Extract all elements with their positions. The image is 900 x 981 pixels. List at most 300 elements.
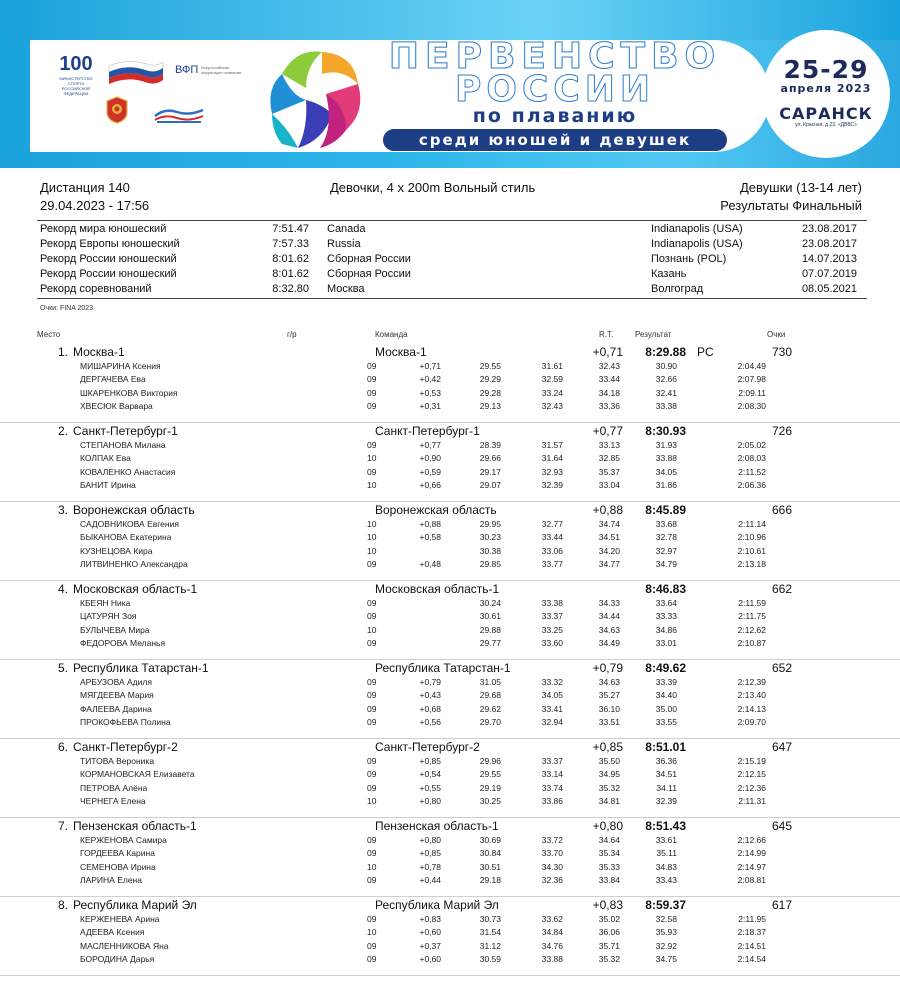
split-200: 31.93 [655, 440, 677, 450]
swimmer-row [0, 518, 900, 531]
split-100: 33.60 [541, 638, 563, 649]
split-100: 33.14 [541, 769, 563, 780]
col-points: Очки [767, 330, 786, 339]
swimmer-row [0, 400, 900, 413]
split-100: 32.43 [541, 401, 563, 412]
swimmer-name: ЦАТУРЯН Зоя [80, 611, 137, 622]
split-150: 34.18 [598, 387, 620, 398]
swimmer-row [0, 703, 900, 716]
swimmer-total: 2:18.37 [737, 927, 766, 938]
record-holder: Москва [327, 283, 365, 295]
swirl-emblem-icon [262, 44, 372, 156]
split-200: 30.90 [655, 361, 677, 371]
split-150: 34.51 [598, 532, 620, 543]
team-club: Пензенская область-1 [375, 819, 499, 833]
team-block [0, 818, 900, 897]
team-club: Республика Марий Эл [375, 898, 499, 912]
record-name: Рекорд мира юношеский [40, 223, 167, 235]
mordovia-emblem-icon [105, 96, 129, 124]
team-result: 8:29.88 [645, 345, 686, 359]
swimmer-birth-year: 09 [367, 756, 377, 766]
team-block [0, 423, 900, 502]
split-100: 32.36 [541, 875, 563, 886]
split-100: 33.70 [541, 848, 563, 859]
swimmer-row [0, 861, 900, 874]
team-points: 666 [771, 503, 792, 517]
swimmer-name: ПРОКОФЬЕВА Полина [80, 717, 171, 728]
team-row [0, 818, 900, 834]
event-datetime: 29.04.2023 - 17:56 [40, 198, 150, 213]
split-50: 29.68 [479, 690, 501, 701]
swimmer-reaction-time: +0,44 [419, 875, 441, 886]
swimmer-total: 2:11.31 [738, 796, 766, 807]
split-100: 31.57 [541, 440, 563, 450]
swimmer-birth-year: 09 [367, 559, 377, 570]
split-200: 32.39 [655, 796, 677, 807]
title-juniors: среди юношей и девушек [383, 129, 727, 151]
team-reaction-time: +0,85 [592, 740, 623, 754]
swimmer-total: 2:12.36 [737, 782, 766, 793]
swimmer-name: БУЛЫЧЕВА Мира [80, 624, 150, 635]
split-150: 35.71 [598, 940, 620, 951]
split-150: 34.63 [598, 624, 620, 635]
swimmer-birth-year: 09 [367, 440, 377, 450]
split-200: 34.75 [655, 954, 677, 965]
swimmer-birth-year: 09 [367, 954, 377, 965]
team-points: 662 [771, 582, 792, 596]
swimmer-name: ЛИТВИНЕНКО Александра [80, 559, 188, 570]
vfp-logo [175, 64, 251, 76]
team-place: 1. [57, 345, 68, 359]
team-place: 7. [57, 819, 68, 833]
split-50: 30.24 [479, 598, 501, 608]
swimmer-row [0, 373, 900, 386]
team-club: Республика Татарстан-1 [375, 661, 511, 675]
swimmer-total: 2:13.18 [737, 559, 766, 570]
swimmer-row [0, 452, 900, 465]
title-swimming: по плаванию [472, 105, 638, 127]
swimmer-name: МИШАРИНА Ксения [80, 361, 161, 371]
split-100: 33.72 [541, 835, 563, 845]
split-150: 36.10 [598, 703, 620, 714]
swimmer-row [0, 558, 900, 571]
swimmer-reaction-time: +0,68 [419, 703, 441, 714]
split-150: 34.63 [598, 677, 620, 687]
event-days: 25-29 [783, 55, 869, 84]
event-month: апреля 2023 [780, 82, 872, 95]
record-place: Indianapolis (USA) [651, 223, 743, 235]
split-150: 34.74 [598, 519, 620, 529]
split-200: 31.86 [655, 480, 677, 491]
split-200: 32.66 [655, 374, 677, 385]
team-row [0, 739, 900, 755]
banner-top-strip [0, 0, 900, 40]
swimmer-reaction-time: +0,60 [419, 954, 441, 965]
swimmer-birth-year: 09 [367, 782, 377, 793]
team-reaction-time: +0,88 [592, 503, 623, 517]
team-result: 8:49.62 [645, 661, 686, 675]
split-50: 30.38 [479, 545, 501, 556]
split-150: 32.43 [598, 361, 620, 371]
record-name: Рекорд России юношеский [40, 253, 177, 265]
col-team: Команда [375, 330, 408, 339]
team-reaction-time: +0,71 [592, 345, 623, 359]
swimmer-name: БОРОДИНА Дарья [80, 954, 155, 965]
swimmer-reaction-time: +0,37 [419, 940, 441, 951]
swimmer-total: 2:11.52 [738, 466, 766, 477]
split-50: 29.18 [479, 875, 501, 886]
swimmer-name: КОВАЛЕНКО Анастасия [80, 466, 176, 477]
split-50: 30.25 [479, 796, 501, 807]
split-150: 35.50 [598, 756, 620, 766]
team-result: 8:51.43 [645, 819, 686, 833]
split-100: 31.61 [541, 361, 563, 371]
split-200: 33.01 [655, 638, 677, 649]
record-row [37, 222, 867, 237]
team-result: 8:30.93 [645, 424, 686, 438]
record-date: 14.07.2013 [801, 253, 857, 265]
event-name: Девочки, 4 x 200m Вольный стиль [330, 180, 536, 195]
record-time: 8:01.62 [272, 268, 309, 280]
swimmer-row [0, 768, 900, 781]
swimmer-reaction-time: +0,59 [419, 466, 441, 477]
swimmer-name: ЛАРИНА Елена [80, 875, 142, 886]
swimmer-total: 2:10.96 [737, 532, 766, 543]
split-200: 33.33 [655, 611, 677, 622]
team-result: 8:45.89 [645, 503, 686, 517]
split-150: 35.02 [598, 914, 620, 924]
swimmer-reaction-time: +0,31 [419, 401, 441, 412]
swimmer-name: ПЕТРОВА Алёна [80, 782, 148, 793]
swimmer-row [0, 479, 900, 492]
split-150: 34.95 [598, 769, 620, 780]
split-50: 30.84 [479, 848, 501, 859]
swimmer-total: 2:14.51 [737, 940, 766, 951]
swimmer-reaction-time: +0,42 [419, 374, 441, 385]
swimmer-birth-year: 10 [367, 545, 377, 556]
team-name: Санкт-Петербург-2 [73, 740, 178, 754]
split-100: 33.25 [541, 624, 563, 635]
swimmer-birth-year: 09 [367, 703, 377, 714]
split-150: 34.81 [598, 796, 620, 807]
split-150: 35.27 [598, 690, 620, 701]
split-150: 34.49 [598, 638, 620, 649]
team-record-mark: PC [697, 345, 714, 359]
swimmer-name: ШКАРЕНКОВА Виктория [80, 387, 178, 398]
split-200: 35.00 [655, 703, 677, 714]
split-200: 33.68 [655, 519, 677, 529]
record-time: 7:57.33 [272, 238, 309, 250]
swimmer-row [0, 834, 900, 847]
swimmer-name: ДЕРГАЧЕВА Ева [80, 374, 146, 385]
swimmer-total: 2:07.98 [737, 374, 766, 385]
split-150: 34.77 [598, 559, 620, 570]
split-50: 29.66 [479, 453, 501, 464]
team-row [0, 581, 900, 597]
split-50: 29.13 [479, 401, 501, 412]
team-name: Москва-1 [73, 345, 125, 359]
swimmer-name: ФЕДОРОВА Меланья [80, 638, 166, 649]
swimmer-row [0, 610, 900, 623]
split-150: 35.33 [598, 861, 620, 872]
swimmer-name: ГОРДЕЕВА Карина [80, 848, 155, 859]
split-50: 29.55 [479, 361, 501, 371]
event-address: ул. Красная, д.23, «ДВВС» [795, 122, 857, 128]
swimmer-reaction-time: +0,56 [419, 717, 441, 728]
split-200: 34.11 [656, 782, 677, 793]
swimmer-birth-year: 10 [367, 861, 377, 872]
swimming-federation-logo-icon [151, 104, 207, 126]
swimmer-name: СЕМЕНОВА Ирина [80, 861, 156, 872]
header-banner [0, 0, 900, 168]
split-100: 34.30 [541, 861, 563, 872]
swimmer-total: 2:15.19 [737, 756, 766, 766]
event-distance: Дистанция 140 [40, 180, 130, 195]
flag-swoosh-icon [107, 58, 165, 84]
split-200: 32.78 [655, 532, 677, 543]
swimmer-total: 2:10.87 [737, 638, 766, 649]
swimmer-birth-year: 09 [367, 940, 377, 951]
swimmer-birth-year: 09 [367, 769, 377, 780]
record-holder: Сборная России [327, 268, 411, 280]
swimmer-total: 2:06.36 [737, 480, 766, 491]
record-date: 08.05.2021 [801, 283, 857, 295]
split-100: 33.32 [541, 677, 563, 687]
swimmer-reaction-time: +0,77 [419, 440, 441, 450]
title-russia: РОССИИ [454, 69, 656, 110]
record-place: Indianapolis (USA) [651, 238, 743, 250]
split-150: 35.37 [598, 466, 620, 477]
swimmer-reaction-time: +0,66 [419, 480, 441, 491]
team-name: Московская область-1 [73, 582, 198, 596]
swimmer-total: 2:14.13 [737, 703, 766, 714]
swimmer-name: МЯГДЕЕВА Мария [80, 690, 154, 701]
team-place: 4. [57, 582, 68, 596]
swimmer-birth-year: 10 [367, 519, 377, 529]
team-club: Санкт-Петербург-1 [375, 424, 480, 438]
split-200: 34.86 [655, 624, 677, 635]
swimmer-reaction-time: +0,58 [419, 532, 441, 543]
split-150: 32.85 [598, 453, 620, 464]
swimmer-birth-year: 09 [367, 914, 377, 924]
date-location-badge [762, 30, 890, 158]
split-200: 33.55 [655, 717, 677, 728]
swimmer-row [0, 913, 900, 926]
logo-100-number: 100 [59, 53, 93, 75]
swimmer-total: 2:09.70 [737, 717, 766, 728]
team-block [0, 739, 900, 818]
team-block [0, 897, 900, 976]
swimmer-total: 2:11.95 [738, 914, 766, 924]
team-points: 645 [771, 819, 792, 833]
team-block [0, 660, 900, 739]
swimmer-reaction-time: +0,85 [419, 848, 441, 859]
record-place: Волгоград [651, 283, 704, 295]
vfp-logo-caption: Всероссийская федерация плавания [201, 65, 242, 76]
swimmer-reaction-time: +0,80 [419, 796, 441, 807]
swimmer-reaction-time: +0,54 [419, 769, 441, 780]
split-150: 33.04 [598, 480, 620, 491]
results-list [0, 344, 900, 976]
swimmer-total: 2:11.59 [738, 598, 766, 608]
swimmer-reaction-time: +0,85 [419, 756, 441, 766]
swimmer-birth-year: 09 [367, 401, 377, 412]
team-club: Москва-1 [375, 345, 427, 359]
team-row [0, 897, 900, 913]
split-100: 32.59 [541, 374, 563, 385]
swimmer-birth-year: 09 [367, 374, 377, 385]
team-points: 647 [771, 740, 792, 754]
swimmer-total: 2:08.81 [737, 875, 766, 886]
split-200: 34.51 [655, 769, 677, 780]
team-place: 3. [57, 503, 68, 517]
record-holder: Canada [327, 223, 366, 235]
record-row [37, 237, 867, 252]
swimmer-row [0, 439, 900, 452]
swimmer-birth-year: 09 [367, 690, 377, 701]
swimmer-row [0, 874, 900, 887]
split-100: 33.24 [541, 387, 563, 398]
split-150: 33.84 [598, 875, 620, 886]
team-result: 8:59.37 [645, 898, 686, 912]
swimmer-name: КОЛПАК Ева [80, 453, 131, 464]
swimmer-row [0, 755, 900, 768]
split-100: 34.84 [541, 927, 563, 938]
swimmer-name: ФАЛЕЕВА Дарина [80, 703, 152, 714]
team-name: Пензенская область-1 [73, 819, 197, 833]
team-row [0, 423, 900, 439]
swimmer-reaction-time: +0,48 [419, 559, 441, 570]
event-header [40, 178, 862, 220]
swimmer-name: САДОВНИКОВА Евгения [80, 519, 179, 529]
split-50: 29.29 [479, 374, 501, 385]
split-50: 29.77 [479, 638, 501, 649]
split-200: 34.05 [655, 466, 677, 477]
split-50: 29.07 [479, 480, 501, 491]
split-100: 34.76 [541, 940, 563, 951]
team-points: 726 [771, 424, 792, 438]
title-championship: ПЕРВЕНСТВО [388, 36, 722, 77]
team-name: Санкт-Петербург-1 [73, 424, 178, 438]
swimmer-row [0, 795, 900, 808]
split-50: 29.62 [479, 703, 501, 714]
swimmer-birth-year: 10 [367, 624, 377, 635]
swimmer-reaction-time: +0,71 [419, 361, 441, 371]
split-50: 30.73 [479, 914, 501, 924]
split-150: 33.51 [598, 717, 620, 728]
team-name: Республика Татарстан-1 [73, 661, 209, 675]
swimmer-birth-year: 09 [367, 466, 377, 477]
split-50: 30.69 [479, 835, 501, 845]
swimmer-total: 2:13.40 [737, 690, 766, 701]
split-200: 32.92 [655, 940, 677, 951]
swimmer-row [0, 545, 900, 558]
swimmer-row [0, 531, 900, 544]
swimmer-total: 2:11.14 [738, 519, 766, 529]
swimmer-row [0, 637, 900, 650]
swimmer-name: АРБУЗОВА Адиля [80, 677, 152, 687]
swimmer-birth-year: 09 [367, 848, 377, 859]
swimmer-row [0, 847, 900, 860]
record-name: Рекорд России юношеский [40, 268, 177, 280]
swimmer-birth-year: 09 [367, 677, 377, 687]
swimmer-total: 2:14.54 [737, 954, 766, 965]
split-200: 33.38 [655, 401, 677, 412]
team-club: Санкт-Петербург-2 [375, 740, 480, 754]
swimmer-reaction-time: +0,53 [419, 387, 441, 398]
record-date: 07.07.2019 [801, 268, 857, 280]
split-100: 32.93 [541, 466, 563, 477]
split-100: 31.64 [541, 453, 563, 464]
split-200: 32.41 [655, 387, 677, 398]
split-200: 34.40 [655, 690, 677, 701]
swimmer-row [0, 940, 900, 953]
record-time: 8:32.80 [272, 283, 309, 295]
event-results-label: Результаты Финальный [720, 198, 862, 213]
swimmer-birth-year: 09 [367, 387, 377, 398]
team-reaction-time: +0,83 [592, 898, 623, 912]
records-table [37, 220, 867, 299]
swimmer-name: ХВЕСЮК Варвара [80, 401, 153, 412]
split-100: 33.44 [541, 532, 563, 543]
record-row [37, 282, 867, 297]
column-header [37, 330, 867, 342]
swimmer-row [0, 953, 900, 966]
swimmer-row [0, 360, 900, 373]
swimmer-row [0, 676, 900, 689]
record-time: 7:51.47 [272, 223, 309, 235]
split-200: 33.64 [655, 598, 677, 608]
split-50: 29.28 [479, 387, 501, 398]
team-block [0, 502, 900, 581]
split-100: 33.37 [541, 756, 563, 766]
swimmer-birth-year: 09 [367, 835, 377, 845]
record-name: Рекорд соревнований [40, 283, 152, 295]
swimmer-birth-year: 10 [367, 927, 377, 938]
swimmer-name: СТЕПАНОВА Милана [80, 440, 166, 450]
swimmer-name: БЫКАНОВА Екатерина [80, 532, 172, 543]
swimmer-name: ЧЕРНЕГА Елена [80, 796, 146, 807]
swimmer-name: КОРМАНОВСКАЯ Елизавета [80, 769, 195, 780]
event-city: САРАНСК [779, 104, 873, 123]
split-200: 34.79 [655, 559, 677, 570]
record-row [37, 252, 867, 267]
split-200: 33.39 [655, 677, 677, 687]
swimmer-row [0, 689, 900, 702]
team-block [0, 581, 900, 660]
split-100: 33.38 [541, 598, 563, 608]
swimmer-name: МАСЛЕННИКОВА Яна [80, 940, 169, 951]
swimmer-reaction-time: +0,79 [419, 677, 441, 687]
swimmer-reaction-time: +0,88 [419, 519, 441, 529]
swimmer-total: 2:12.15 [737, 769, 766, 780]
split-150: 34.33 [598, 598, 620, 608]
split-150: 34.64 [598, 835, 620, 845]
split-50: 29.95 [479, 519, 501, 529]
split-50: 29.88 [479, 624, 501, 635]
split-50: 30.61 [479, 611, 501, 622]
swimmer-total: 2:12.62 [737, 624, 766, 635]
swimmer-name: АДЕЕВА Ксения [80, 927, 145, 938]
swimmer-name: БАНИТ Ирина [80, 480, 136, 491]
split-50: 31.12 [479, 940, 501, 951]
swimmer-name: КУЗНЕЦОВА Кира [80, 545, 153, 556]
col-place: Место [37, 330, 61, 339]
record-place: Казань [651, 268, 687, 280]
split-50: 30.51 [479, 861, 501, 872]
team-place: 8. [57, 898, 68, 912]
split-150: 33.36 [598, 401, 620, 412]
